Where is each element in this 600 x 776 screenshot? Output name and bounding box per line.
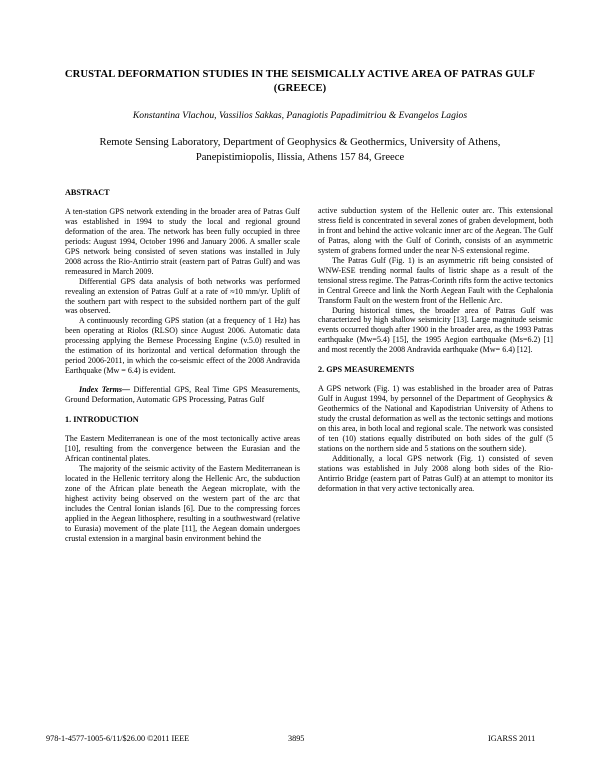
left-column: [65, 188, 300, 544]
index-terms: [65, 385, 300, 405]
gps-paragraph-2: Additionally, a local GPS network (Fig. 1) consisted of seven stations was established in July 2008 along both sides of the Rio-Antirrio Bridge (eastern part of Patras Gulf) at an attempt to monitor its deformation in that very active tectonically area.: [318, 453, 553, 493]
introduction-heading: 1. INTRODUCTION: [65, 415, 139, 425]
abstract-heading: ABSTRACT: [65, 188, 110, 197]
conference-footer: IGARSS 2011: [488, 734, 536, 743]
affiliation: [60, 135, 540, 165]
introduction-paragraph-1: The Eastern Mediterranean is one of the most tectonically active areas [10], resulting from the convergence between the Eurasian and the African continental plates.: [65, 434, 300, 463]
gps-paragraph-1: A GPS network (Fig. 1) was established in the broader area of Patras Gulf in August 1994, by personnel of the Department of Geophysics & Geothermics of the National and Kapodistrian University of Athens to study the crustal deformation as well as the tectonic settings and motions on this area, in both local and regional scale. The network was consisted of ten (10) stations equally distributed on both sides of the gulf (5 stations on the northern side and 5 stations on the southern side).: [318, 384, 553, 453]
introduction-paragraph-2: The majority of the seismic activity of the Eastern Mediterranean is located in the Hellenic territory along the Hellenic Arc, the subduction zone of the African plate beneath the Aegean microplate, with the highest activity being observed on the western part of the arc that includes the Central Ionian islands [6]. Due to the compressing forces applied in the Aegean lithosphere, resulting in a southwestward (relative to Eurasia) movement of the plate [11], the Aegean domain undergoes crustal extension in a marginal basin environment behind the: [65, 463, 300, 543]
gps-measurements-heading: 2. GPS MEASUREMENTS: [318, 365, 415, 375]
abstract-paragraph-2: Differential GPS data analysis of both networks was performed revealing an extension of Patras Gulf at a rate of ≈10 mm/yr. Uplift of the southern part with respect to the subsided northern part of the gulf was observed.: [65, 276, 300, 316]
copyright-footer: 978-1-4577-1005-6/11/$26.00 ©2011 IEEE: [46, 734, 190, 743]
abstract-paragraph-3: A continuously recording GPS station (at a frequency of 1 Hz) has been operating at Riolos (RLSO) since August 2006. Automatic data processing applying the Bernese Processing Engine (v.5.0) resulted in the estimation of its horizontal and vertical deformation through the period 2006-2011, in which the co-seismic effect of the 2008 Andravida Earthquake (Mw = 6.4) is evident.: [65, 316, 300, 376]
right-column: [318, 206, 553, 494]
right-paragraph-2: The Patras Gulf (Fig. 1) is an asymmetric rift being consisted of WNW-ESE trending normal faults of listric shape as a result of the tensional stress regime. The Patras-Corinth rifts form the active tectonics in Central Greece and link the North Aegean Fault with the Cephalonia Transform Fault on the western front of the Hellenic Arc.: [318, 255, 553, 305]
affiliation-line-1: Remote Sensing Laboratory, Department of Geophysics & Geothermics, University of Athens,: [99, 137, 501, 148]
index-terms-label: Index Terms—: [79, 385, 131, 395]
affiliation-line-2: Panepistimiopolis, Ilissia, Athens 157 84, Greece: [195, 152, 405, 163]
right-paragraph-1: active subduction system of the Hellenic outer arc. This extensional stress field is concentrated in several zones of graben development, both in front and behind the active volcanic inner arc of the Aegean. The Gulf of Patras, along with the Gulf of Corinth, consists of an asymmetric system of grabens formed under the near N-S extensional regime.: [318, 206, 553, 255]
index-terms-text: Differential GPS, Real Time GPS Measurements, Ground Deformation, Automatic GPS Processing, Patras Gulf: [65, 385, 300, 405]
page-number: 3895: [288, 734, 305, 743]
paper-title: CRUSTAL DEFORMATION STUDIES IN THE SEISMICALLY ACTIVE AREA OF PATRAS GULF (GREECE): [64, 69, 536, 94]
author-list: Konstantina Vlachou, Vassilios Sakkas, Panagiotis Papadimitriou & Evangelos Lagios: [132, 110, 468, 121]
right-paragraph-3: During historical times, the broader area of Patras Gulf was characterized by high shallow seismicity [13]. Large magnitude seismic events occurred though after 1900 in the broader area, as the 1993 Patras earthquake (Mw=5.4) [15], the 1995 Aegion earthquake (Ms=6.2) [1] and most recently the 2008 Andravida earthquake (Mw= 6.4) [12].: [318, 305, 553, 355]
abstract-paragraph-1: A ten-station GPS network extending in the broader area of Patras Gulf was established in 1994 to study the local and regional ground deformation of the area. The network has been fully occupied in three periods: August 1994, October 1996 and January 2006. A smaller scale GPS network being consisted of seven stations was installed in July 2008 across the Rio-Antirrio strait (eastern part of Patras Gulf) and was remeasured in March 2009.: [65, 206, 300, 276]
